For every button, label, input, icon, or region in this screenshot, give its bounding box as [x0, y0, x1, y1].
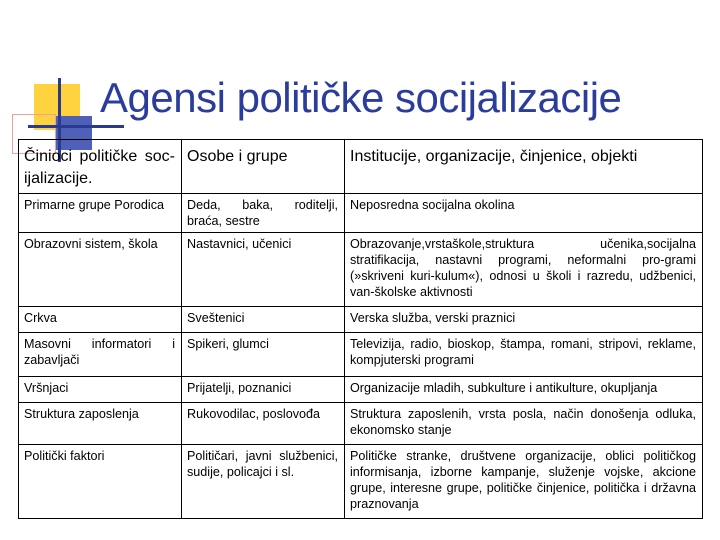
table-cell: Struktura zaposlenja — [19, 403, 182, 445]
table-header-row — [19, 140, 703, 194]
table-cell: Obrazovanje,vrstaškole,struktura učenika,socijalna stratifikacija, nastavni programi, neformalni pro-grami (»skriveni kuri-kulum«), odnosi u školi i razredu, udžbenici, van-školske aktivnosti — [345, 233, 703, 307]
agents-table — [18, 139, 703, 519]
table-cell: Politički faktori — [19, 445, 182, 519]
table-cell: Neposredna socijalna okolina — [345, 194, 703, 233]
table-row — [19, 445, 703, 519]
table-cell: Organizacije mladih, subkulture i antikulture, okupljanja — [345, 377, 703, 403]
table-row — [19, 307, 703, 333]
table-cell: Prijatelji, poznanici — [182, 377, 345, 403]
table-cell: Obrazovni sistem, škola — [19, 233, 182, 307]
table-cell: Nastavnici, učenici — [182, 233, 345, 307]
table-cell: Političke stranke, društvene organizacije, oblici političkog informisanja, izborne kampanje, služenje vojske, akcione grupe, interesne grupe, političke činjenice, politička i državna praznovanja — [345, 445, 703, 519]
table-cell: Masovni informatori i zabavljači — [19, 333, 182, 377]
table-cell: Političari, javni službenici, sudije, policajci i sl. — [182, 445, 345, 519]
table-cell: Spikeri, glumci — [182, 333, 345, 377]
header-institutions: Institucije, organizacije, činjenice, objekti — [345, 140, 703, 194]
slide-title: Agensi političke socijalizacije — [100, 74, 622, 121]
table-cell: Vršnjaci — [19, 377, 182, 403]
table-cell: Crkva — [19, 307, 182, 333]
table-cell: Rukovodilac, poslovođa — [182, 403, 345, 445]
header-persons-groups: Osobe i grupe — [182, 140, 345, 194]
table-cell: Primarne grupe Porodica — [19, 194, 182, 233]
table-row — [19, 333, 703, 377]
table-cell: Verska služba, verski praznici — [345, 307, 703, 333]
table-row — [19, 194, 703, 233]
table-cell: Deda, baka, roditelji, braća, sestre — [182, 194, 345, 233]
header-factors: Činioci političke soc-ijalizacije. — [19, 140, 182, 194]
table-cell: Televizija, radio, bioskop, štampa, romani, stripovi, reklame, kompjuterski programi — [345, 333, 703, 377]
table-row — [19, 377, 703, 403]
table-row — [19, 233, 703, 307]
table-cell: Sveštenici — [182, 307, 345, 333]
table-row — [19, 403, 703, 445]
decor-horizontal-line — [28, 125, 124, 128]
table-cell: Struktura zaposlenih, vrsta posla, način donošenja odluka, ekonomsko stanje — [345, 403, 703, 445]
